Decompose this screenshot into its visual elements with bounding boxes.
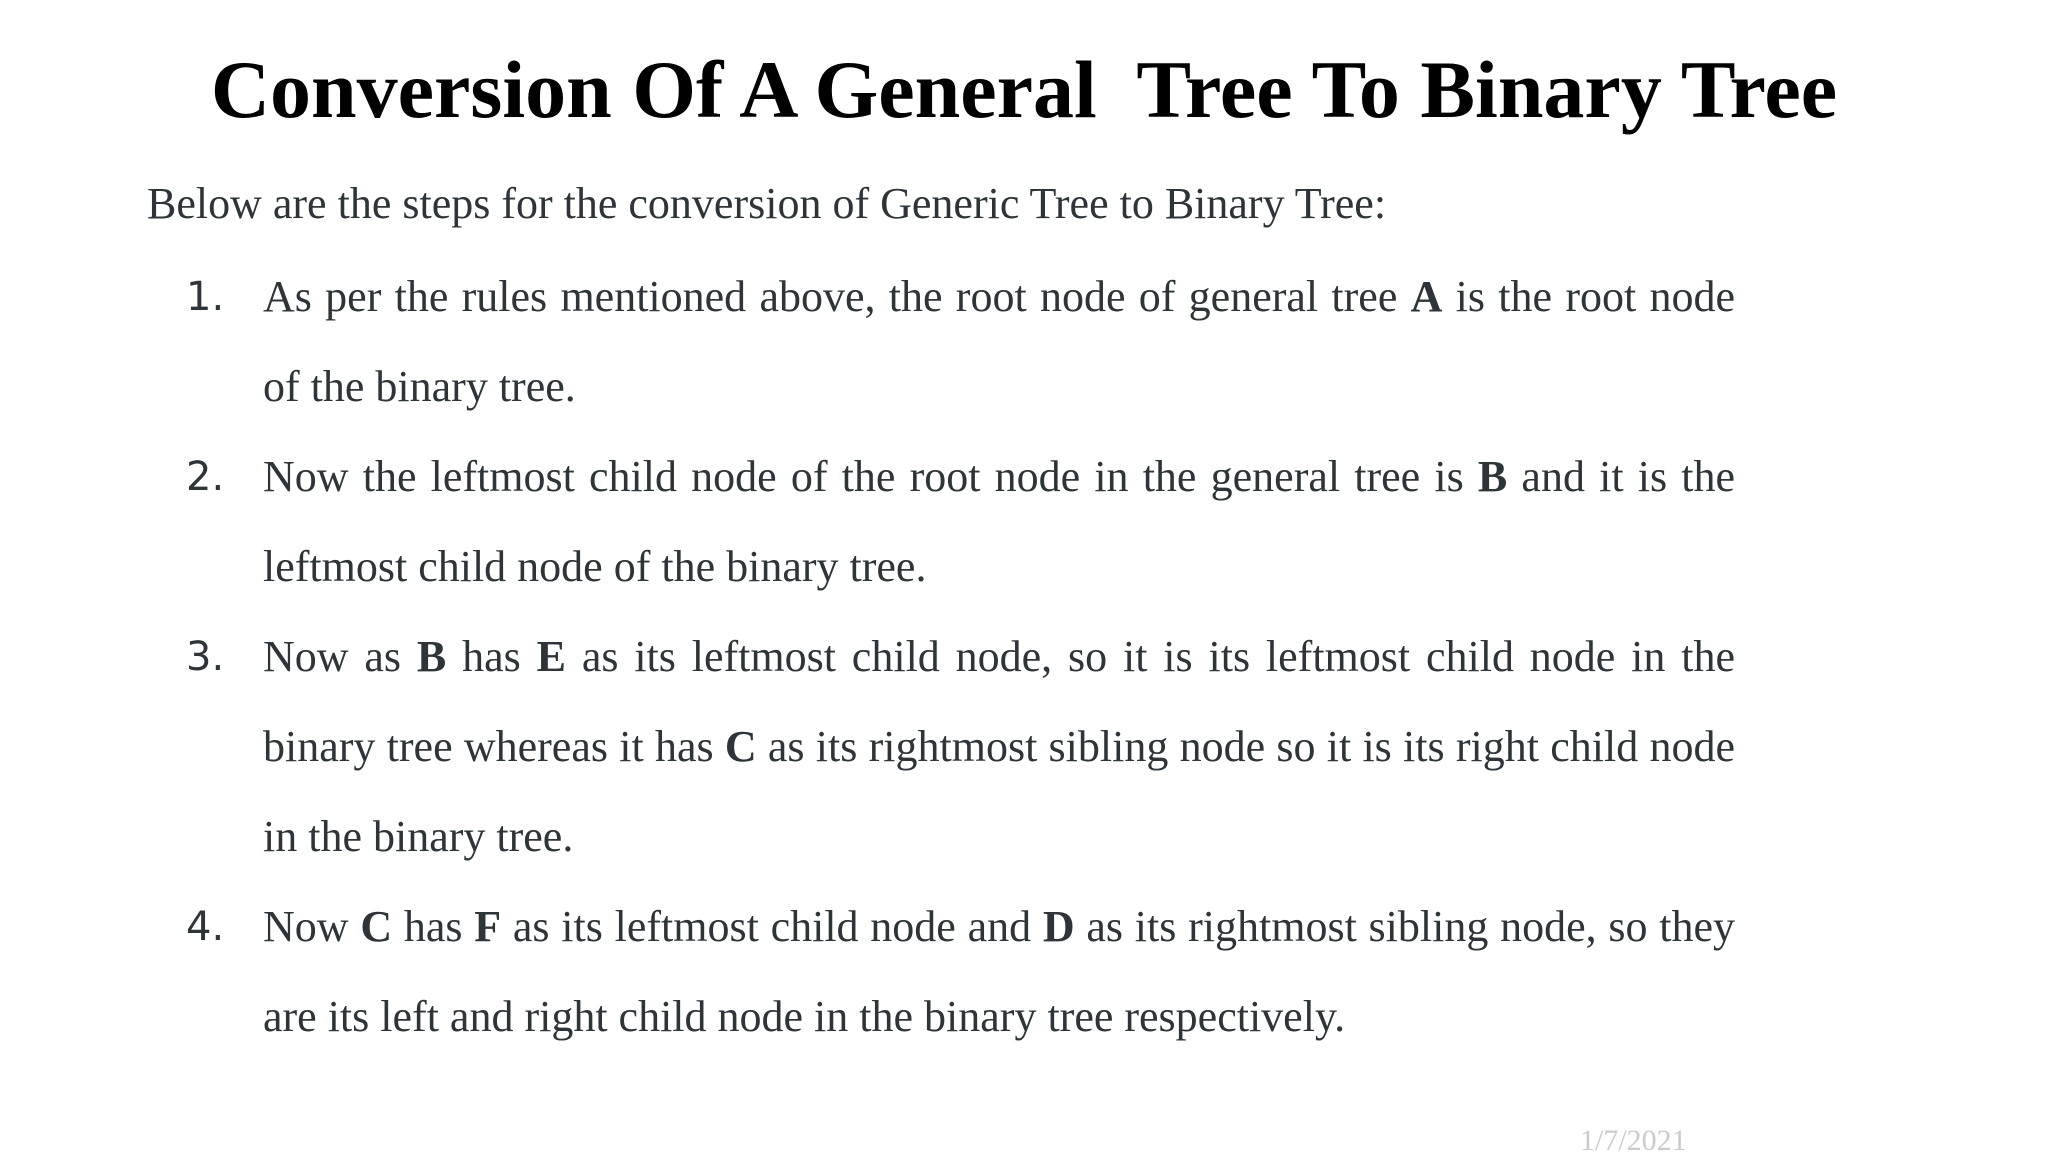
step-node-label: D	[1042, 902, 1075, 951]
step-item	[0, 432, 2048, 612]
step-text-segment: as its rightmost sibling node, so they are its left and right child node in the binary tree respectively.	[263, 902, 1735, 1041]
intro-text: Below are the steps for the conversion of Generic Tree to Binary Tree:	[147, 179, 1387, 228]
step-text-segment: Now	[263, 902, 361, 951]
step-node-label: C	[724, 722, 757, 771]
step-text	[263, 432, 1735, 612]
step-text-segment: has	[446, 632, 537, 681]
step-node-label: A	[1410, 272, 1443, 321]
step-text-segment: As per the rules mentioned above, the root node of general tree	[263, 272, 1411, 321]
step-text-segment: as its leftmost child node and	[501, 902, 1043, 951]
step-text-segment: and it is the leftmost child node of the binary tree.	[263, 452, 1735, 591]
step-node-label: F	[474, 902, 502, 951]
step-text-segment: is the root node of the binary tree.	[263, 272, 1735, 411]
step-text-segment: Now the leftmost child node of the root node in the general tree is	[263, 452, 1478, 501]
step-text	[263, 252, 1735, 432]
slide-date: 1/7/2021	[1580, 1124, 1687, 1157]
step-text-segment: has	[392, 902, 475, 951]
step-node-label: C	[360, 902, 393, 951]
step-item	[0, 252, 2048, 432]
step-number: 3.	[186, 634, 225, 680]
step-item	[0, 612, 2048, 882]
step-text-segment: as its rightmost sibling node so it is its right child node in the binary tree.	[263, 722, 1735, 861]
step-node-label: E	[536, 632, 566, 681]
step-text-segment: as its leftmost child node, so it is its leftmost child node in the binary tree whereas it has	[263, 632, 1735, 771]
step-text	[263, 882, 1735, 1062]
step-text-segment: Now as	[263, 632, 417, 681]
step-number: 2.	[186, 454, 225, 500]
step-node-label: B	[1477, 452, 1508, 501]
step-number: 4.	[186, 904, 225, 950]
slide-title: Conversion Of A General Tree To Binary Tree	[210, 44, 1838, 135]
steps-list	[0, 252, 2048, 1062]
step-number: 1.	[186, 274, 225, 320]
step-node-label: B	[416, 632, 447, 681]
step-item	[0, 882, 2048, 1062]
step-text	[263, 612, 1735, 882]
